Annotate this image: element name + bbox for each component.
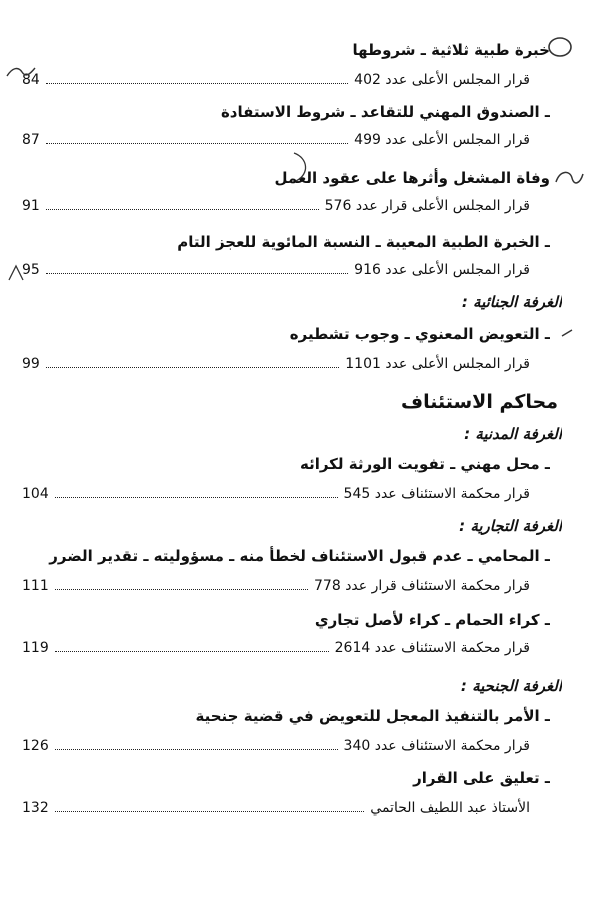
dot-leader [46, 273, 348, 274]
decision-title: الأستاذ عبد اللطيف الحاتمي [370, 800, 530, 816]
page-number: 119 [22, 640, 49, 656]
page-number: 132 [22, 800, 49, 816]
dot-leader [46, 143, 348, 144]
dot-leader [55, 749, 338, 750]
page-number: 84 [22, 72, 40, 88]
handwritten-bracket-mark [290, 150, 316, 184]
decision-title: قرار المجلس الأعلى عدد 916 [354, 262, 530, 278]
toc-topic: خبرة طبية ثلاثية ـ شروطها [352, 41, 550, 59]
page-number: 104 [22, 486, 49, 502]
chamber-heading: الغرفة الجنائية : [461, 293, 562, 311]
decision-title: قرار محكمة الاستئناف عدد 545 [343, 486, 530, 502]
handwritten-circle-mark [546, 34, 576, 60]
toc-decision[interactable] [22, 126, 530, 154]
toc-decision[interactable] [22, 480, 530, 508]
chamber-heading: الغرفة المدنية : [464, 425, 562, 443]
handwritten-check-mark [4, 64, 38, 82]
toc-decision[interactable] [22, 66, 530, 94]
toc-topic: ـ محل مهني ـ تفويت الورثة لكرائه [299, 455, 550, 473]
decision-title: قرار محكمة الاستئناف قرار عدد 778 [314, 578, 530, 594]
dot-leader [55, 497, 338, 498]
page-number: 91 [22, 198, 40, 214]
toc-decision[interactable] [22, 572, 530, 600]
decision-title: قرار المجلس الأعلى عدد 402 [354, 72, 530, 88]
page-number: 95 [22, 262, 40, 278]
page-number: 111 [22, 578, 49, 594]
handwritten-tick-mark [6, 262, 28, 284]
toc-decision[interactable] [22, 192, 530, 220]
toc-decision[interactable] [22, 794, 530, 822]
toc-topic: ـ الخبرة الطبية المعيبة ـ النسبة المائوية للعجز التام [177, 233, 550, 251]
chamber-heading: الغرفة التجارية : [459, 517, 562, 535]
toc-topic: ـ الأمر بالتنفيذ المعجل للتعويض في قضية جنحية [195, 707, 550, 725]
dot-leader [55, 811, 365, 812]
dot-leader [46, 367, 339, 368]
toc-topic: وفاة المشغل وأثرها على عقود العمل [274, 169, 550, 187]
toc-decision[interactable] [22, 634, 530, 662]
dot-leader [55, 589, 308, 590]
handwritten-dash-mark [560, 326, 576, 340]
decision-title: قرار محكمة الاستئناف عدد 2614 [334, 640, 530, 656]
page-number: 126 [22, 738, 49, 754]
decision-title: قرار المجلس الأعلى عدد 499 [354, 132, 530, 148]
dot-leader [46, 83, 348, 84]
decision-title: قرار المجلس الأعلى قرار عدد 576 [324, 198, 530, 214]
toc-decision[interactable] [22, 732, 530, 760]
toc-topic: ـ تعليق على القرار [413, 769, 550, 787]
dot-leader [46, 209, 319, 210]
section-heading: محاكم الاستئناف [401, 391, 558, 413]
decision-title: قرار محكمة الاستئناف عدد 340 [343, 738, 530, 754]
handwritten-scribble-mark [552, 168, 586, 190]
chamber-heading: الغرفة الجنحية : [460, 677, 562, 695]
toc-decision[interactable] [22, 350, 530, 378]
toc-topic: ـ المحامي ـ عدم قبول الاستئناف لخطأ منه ـ مسؤوليته ـ تقدير الضرر [49, 547, 550, 565]
toc-topic: ـ كراء الحمام ـ كراء لأصل تجاري [314, 611, 550, 629]
dot-leader [55, 651, 329, 652]
toc-topic: ـ التعويض المعنوي ـ وجوب تشطيره [289, 325, 550, 343]
page-number: 99 [22, 356, 40, 372]
toc-decision[interactable] [22, 256, 530, 284]
page-number: 87 [22, 132, 40, 148]
toc-topic: ـ الصندوق المهني للتقاعد ـ شروط الاستفادة [220, 103, 550, 121]
decision-title: قرار المجلس الأعلى عدد 1101 [345, 356, 530, 372]
